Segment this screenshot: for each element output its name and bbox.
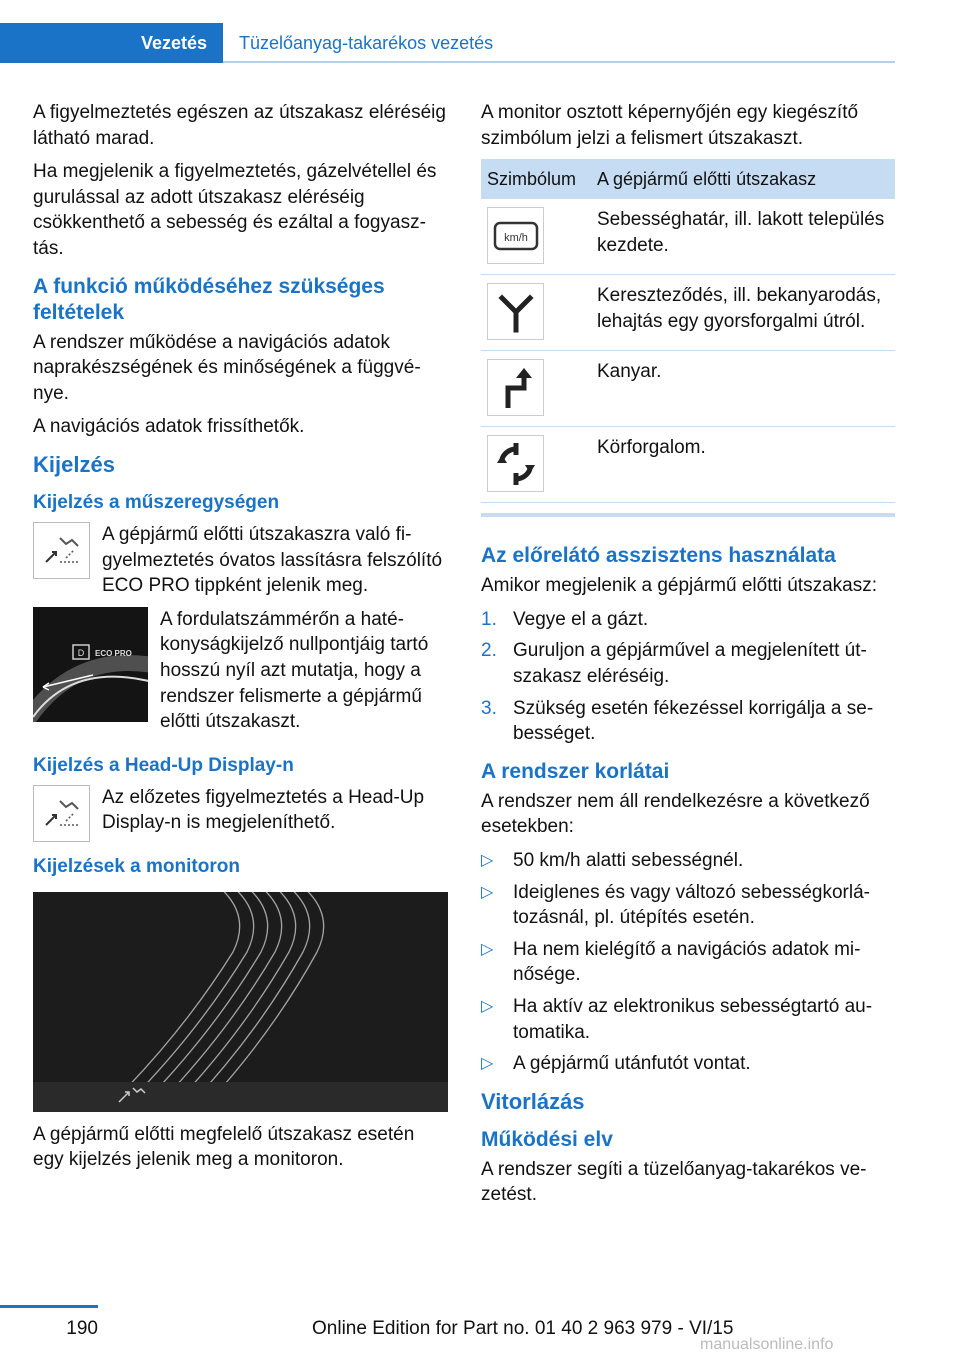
hud-icon-paragraph — [33, 785, 448, 842]
foresight-warning-icon — [33, 785, 90, 842]
header-section-tab: Vezetés — [0, 23, 223, 63]
rev-counter-image — [33, 607, 148, 722]
edition-text: Online Edition for Part no. 01 40 2 963 979 - VI/15 — [312, 1318, 734, 1339]
monitor-display-image — [33, 892, 448, 1112]
list-item: 3. Szükség esetén fékezéssel korrigálja a sebességet. — [481, 697, 874, 745]
table-cell: Körforgalom. — [591, 427, 895, 503]
bullet-icon: ▷ — [481, 851, 494, 869]
watermark: manualsonline.info — [700, 1336, 834, 1353]
table-row — [481, 427, 895, 503]
paragraph: A figyelmeztetés egészen az útszakasz eléréséig látható marad. — [33, 102, 446, 149]
heading-display: Kijelzés — [33, 451, 115, 477]
table-row — [481, 199, 895, 275]
list-item: ▷ Ha aktív az elektronikus sebességtartó automatika. — [481, 995, 873, 1043]
table-end-rule — [481, 513, 895, 517]
heading-coasting: Vitorlázás — [481, 1088, 585, 1114]
bullet-icon: ▷ — [481, 1055, 494, 1073]
list-item: ▷ A gépjármű utánfutót vontat. — [481, 1051, 896, 1077]
paragraph: Ha megjelenik a figyelmeztetés, gázelvétellel és gurulással az adott útszakasz eléréséig csökkenthető a sebesség és ezáltal a fogyasztás. — [33, 161, 437, 259]
speed-limit-icon — [487, 207, 544, 264]
list-item: ▷ Ha nem kielégítő a navigációs adatok minősége. — [481, 938, 861, 986]
paragraph: A rendszer segíti a tüzelőanyag-takarékos vezetést. — [481, 1158, 867, 1206]
paragraph: A fordulatszámmérőn a hatékonyságkijelző nullpontjáig tartó hosszú nyíl azt mutatja, hogy a rendszer felismerte a gépjármű előtti útszakaszt. — [160, 608, 429, 733]
roundabout-icon — [487, 435, 544, 492]
heading-principle: Működési elv — [481, 1127, 613, 1151]
list-item: ▷ 50 km/h alatti sebességnél. — [481, 848, 896, 874]
table-row — [481, 275, 895, 351]
paragraph: A gépjármű előtti megfelelő útszakasz esetén egy kijelzés jelenik meg a monitoron. — [33, 1123, 415, 1171]
right-column — [481, 100, 896, 1216]
bullet-icon: ▷ — [481, 997, 494, 1015]
heading-monitor: Kijelzések a monitoron — [33, 855, 240, 877]
table-cell: Sebességhatár, ill. lakott település kezdete. — [591, 199, 895, 275]
bullet-icon: ▷ — [481, 883, 494, 901]
table-row — [481, 351, 895, 427]
paragraph: A gépjármű előtti útszakaszra való figyelmeztetés óvatos lassításra felszólító ECO PRO tippként jelenik meg. — [102, 523, 443, 597]
list-item: ▷ Ideiglenes és vagy változó sebességkorlátozásnál, pl. útépítés esetén. — [481, 881, 870, 929]
paragraph: Az előzetes figyelmeztetés a Head-Up Display-n is megjeleníthető. — [102, 786, 425, 834]
header-topic-tab: Tüzelőanyag-takarékos vezetés — [223, 23, 895, 63]
limits-list — [481, 848, 896, 1077]
foresight-warning-icon — [33, 522, 90, 579]
bullet-icon: ▷ — [481, 940, 494, 958]
table-header-description: A gépjármű előtti útszakasz — [591, 159, 895, 199]
svg-text:km/h: km/h — [503, 231, 528, 244]
list-item: 1. Vegye el a gázt. — [481, 608, 649, 630]
table-cell: Kereszteződés, ill. bekanyarodás, lehajtás egy gyorsforgalmi útról. — [591, 275, 895, 351]
heading-conditions: A funkció működéséhez szükséges feltételek — [33, 274, 385, 324]
eco-pro-label: ECO PRO — [95, 648, 132, 658]
curve-icon — [487, 359, 544, 416]
heading-limits: A rendszer korlátai — [481, 759, 670, 783]
paragraph: A rendszer működése a navigációs adatok naprakészségének és minőségének a függvénye. — [33, 331, 421, 404]
cluster-icon-paragraph — [33, 522, 448, 599]
paragraph: A navigációs adatok frissíthetők. — [33, 416, 305, 438]
cluster-image-paragraph — [33, 607, 448, 735]
paragraph: A monitor osztott képernyőjén egy kiegészítő szimbólum jelzi a felismert útszakaszt. — [481, 102, 859, 149]
junction-icon — [487, 283, 544, 340]
footer-rule — [0, 1305, 98, 1308]
table-cell: Kanyar. — [591, 351, 895, 427]
gear-indicator: D — [77, 647, 85, 658]
paragraph: A rendszer nem áll rendelkezésre a következő esetekben: — [481, 790, 870, 838]
page-number: 190 — [66, 1318, 98, 1339]
table-header-symbol: Szimbólum — [481, 159, 591, 199]
heading-usage: Az előrelátó asszisztens használata — [481, 544, 836, 568]
heading-cluster: Kijelzés a műszeregységen — [33, 491, 280, 513]
paragraph: Amikor megjelenik a gépjármű előtti útszakasz: — [481, 575, 878, 597]
symbol-table — [481, 159, 895, 503]
left-column — [33, 100, 448, 1181]
list-item: 2. Guruljon a gépjárművel a megjelenített útszakasz eléréséig. — [481, 640, 867, 687]
steps-list — [481, 607, 896, 747]
heading-hud: Kijelzés a Head-Up Display-n — [33, 754, 294, 776]
